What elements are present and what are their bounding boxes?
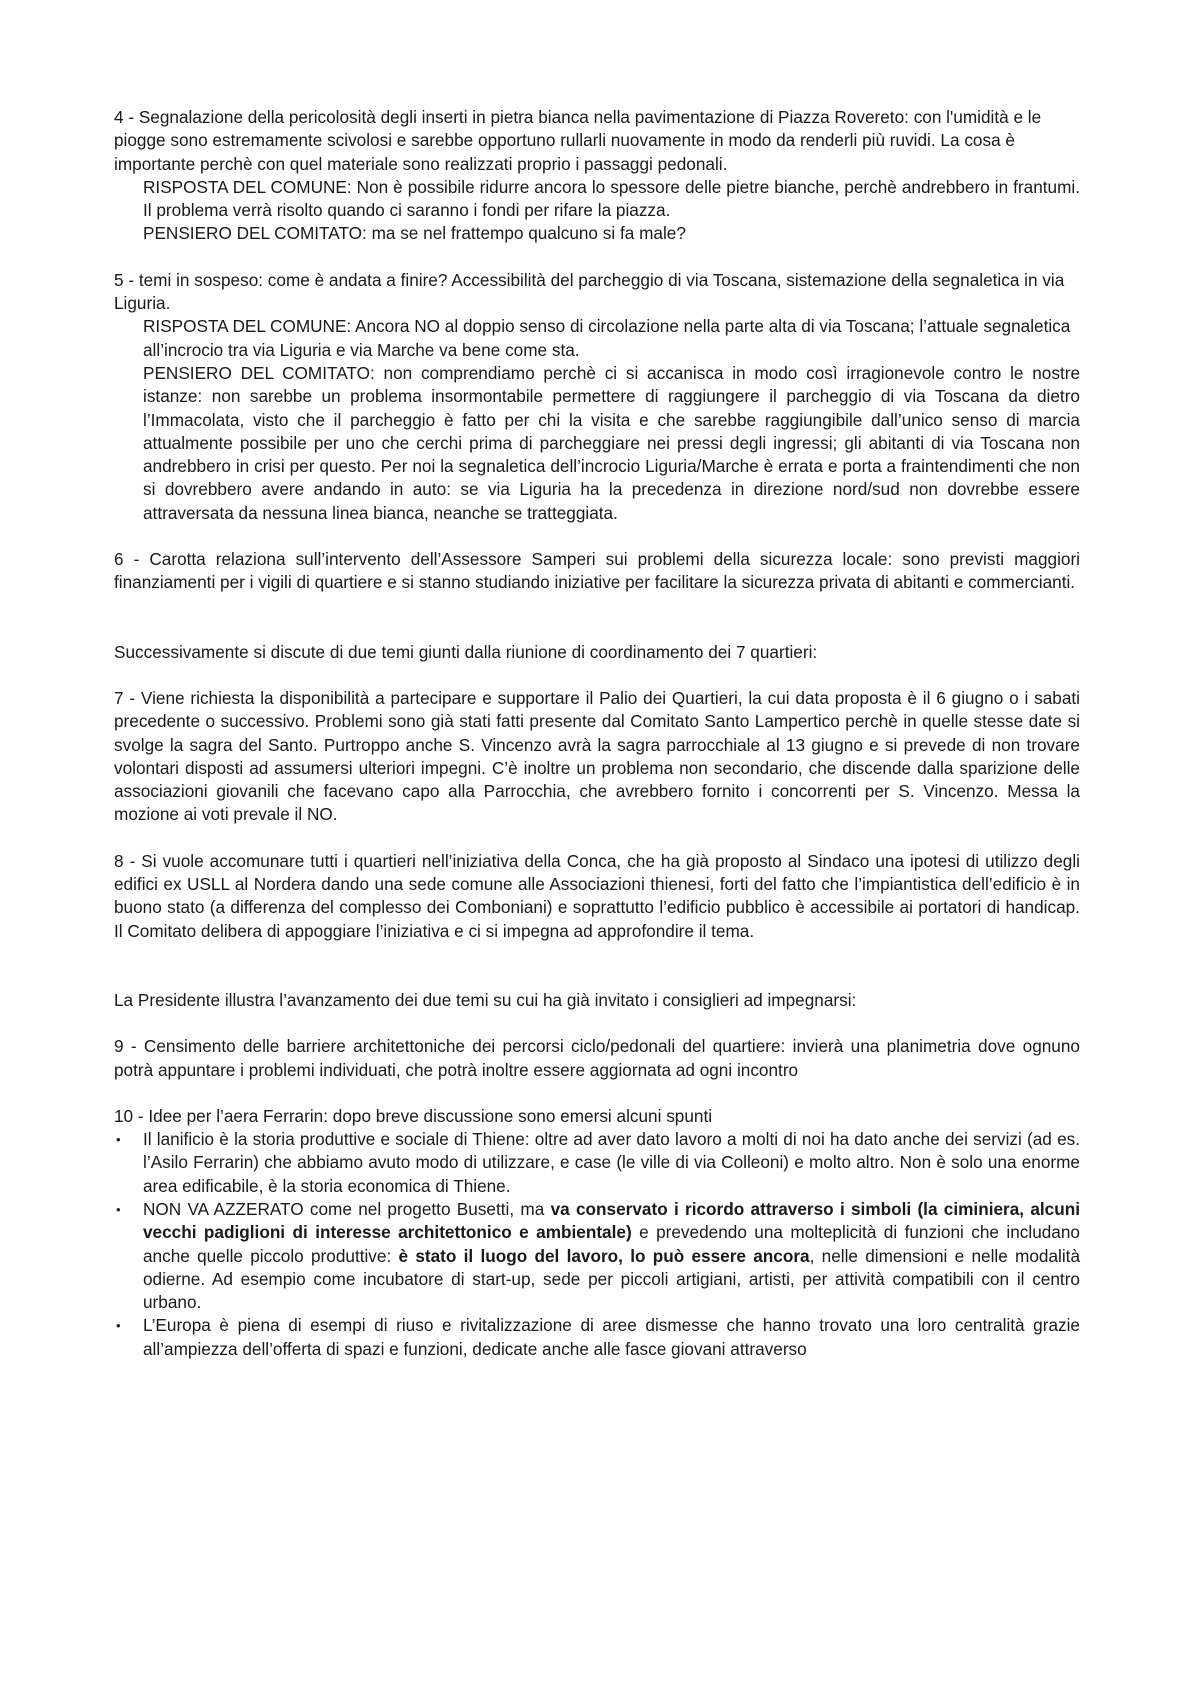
- item-8-text: 8 - Si vuole accomunare tutti i quartieri nell’iniziativa della Conca, che ha già proposto al Sindaco una ipotesi di utilizzo degli edifici ex USLL al Nordera dando una sede comune alle Associazioni thienesi, forti del fatto che l’impiantistica dell’edificio è in buono stato (a differenza del complesso dei Comboniani) e soprattutto l’edificio pubblico è accessibile ai portatori di handicap. Il Comitato delibera di appoggiare l’iniziativa e ci si impegna ad approfondire il tema.: [114, 850, 1080, 941]
- intro-coordinamento: Successivamente si discute di due temi giunti dalla riunione di coordinamento dei 7 quartieri:: [114, 641, 818, 662]
- list-item-text: , nelle dimensioni e nelle modalità odierne. Ad esempio come incubatore di start-up, sede per piccoli artigiani, artisti, per attività compatibili con il centro urbano.: [143, 1245, 1080, 1313]
- list-item-text: L’Europa è piena di esempi di riuso e rivitalizzazione di aree dismesse che hanno trovato una loro centralità grazie all’ampiezza dell’offerta di spazi e funzioni, dedicate anche alle fasce giovani attraverso: [143, 1315, 1080, 1359]
- item-4-risposta: RISPOSTA DEL COMUNE: Non è possibile ridurre ancora lo spessore delle pietre bianche, perchè andrebbero in frantumi. Il problema verrà risolto quando ci saranno i fondi per rifare la piazza.: [143, 176, 1080, 221]
- spacer: [114, 1012, 1080, 1035]
- item-9-text: 9 - Censimento delle barriere architettoniche dei percorsi ciclo/pedonali del quartiere: invierà una planimetria dove ognuno potrà appuntare i problemi individuati, che potrà inoltre essere aggiornata ad ogni incontro: [114, 1036, 1080, 1080]
- spacer: [114, 664, 1080, 687]
- item-5-text: 5 - temi in sospeso: come è andata a finire? Accessibilità del parcheggio di via Toscana, sistemazione della segnaletica in via Liguria.: [114, 269, 1065, 314]
- item-6-text: 6 - Carotta relaziona sull’intervento dell’Assessore Samperi sui problemi della sicurezza locale: sono previsti maggiori finanziamenti per i vigili di quartiere e si stanno studiando iniziative per facilitare la sicurezza privata di abitanti e commercianti.: [114, 549, 1080, 593]
- item-7-text: 7 - Viene richiesta la disponibilità a partecipare e supportare il Palio dei Quartieri, la cui data proposta è il 6 giugno o i sabati precedente o successivo. Problemi sono già stati fatti presente dal Comitato Santo Lampertico perchè in quelle stesse date si svolge la sagra del Santo. Purtroppo anche S. Vincenzo avrà la sagra parrocchiale al 13 giugno e si prevede di non trovare volontari disposti ad assumersi ulteriori impegni. C’è inoltre un problema non secondario, che discende dalla sparizione delle associazioni giovanili che facevano capo alla Parrocchia, che avrebbero fornito i concorrenti per S. Vincenzo. Messa la mozione ai voti prevale il NO.: [114, 687, 1080, 825]
- item-5-pensiero: PENSIERO DEL COMITATO: non comprendiamo perchè ci si accanisca in modo così irragionevole contro le nostre istanze: non sarebbe un problema insormontabile permettere di raggiungere il parcheggio di via Toscana da dietro l’Immacolata, visto che il parcheggio è fatto per chi la visita e che sarebbe raggiungibile dall’unico senso di marcia attualmente possibile per uno che cerchi prima di parcheggiare nei pressi degli ingressi; gli abitanti di via Toscana non andrebbero in crisi per questo. Per noi la segnaletica dell’incrocio Liguria/Marche è errata e porta a fraintendimenti che non si dovrebbero avere andando in auto: se via Liguria ha la precedenza in direzione nord/sud non dovrebbe essere attraversata da nessuna linea bianca, neanche se tratteggiata.: [143, 362, 1080, 523]
- item-4-text: 4 - Segnalazione della pericolosità degli inserti in pietra bianca nella pavimentazione di Piazza Rovereto: con l'umidità e le piogge sono estremamente scivolosi e sarebbe opportuno rullarli nuovamente in modo da renderli più ruvidi. La cosa è importante perchè con quel materiale sono realizzati proprio i passaggi pedonali.: [114, 107, 1042, 174]
- spacer: [114, 827, 1080, 850]
- spacer: [114, 246, 1080, 269]
- list-item: [114, 1128, 1080, 1198]
- bullet-icon: •: [116, 1132, 121, 1148]
- list-item: [114, 1198, 1080, 1314]
- list-item-text: e prevedendo una molteplicità di funzioni che includano anche quelle piccolo produttive:: [143, 1222, 1080, 1266]
- item-4-pensiero: PENSIERO DEL COMITATO: ma se nel frattempo qualcuno si fa male?: [143, 223, 686, 244]
- bullet-icon: •: [116, 1201, 121, 1217]
- list-item: [114, 1314, 1080, 1361]
- item-5-risposta: RISPOSTA DEL COMUNE: Ancora NO al doppio senso di circolazione nella parte alta di via Toscana; l’attuale segnaletica all’incrocio tra via Liguria e via Marche va bene come sta.: [143, 316, 1071, 360]
- list-item-bold-text: va conservato i ricordo attraverso i simboli (la ciminiera, alcuni vecchi padiglioni di interesse architettonico e ambientale): [143, 1198, 1081, 1243]
- spacer: [114, 595, 1080, 641]
- bullet-icon: •: [116, 1318, 121, 1334]
- list-item-text: NON VA AZZERATO come nel progetto Busetti, ma: [143, 1198, 551, 1219]
- list-item-bold-text: è stato il luogo del lavoro, lo può essere ancora: [398, 1245, 810, 1266]
- ferrarin-ideas-list: [114, 1128, 1080, 1361]
- intro-presidente: La Presidente illustra l’avanzamento dei due temi su cui ha già invitato i consiglieri ad impegnarsi:: [114, 989, 857, 1010]
- spacer: [114, 1082, 1080, 1105]
- item-10-text: 10 - Idee per l’aera Ferrarin: dopo breve discussione sono emersi alcuni spunti: [114, 1105, 713, 1126]
- list-item-text: Il lanificio è la storia produttive e sociale di Thiene: oltre ad aver dato lavoro a molti di noi ha dato anche dei servizi (ad es. l’Asilo Ferrarin) che abbiamo avuto modo di utilizzare, e case (le ville di via Colleoni) e molto altro. Non è solo una enorme area edificabile, è la storia economica di Thiene.: [143, 1129, 1080, 1196]
- document-page: [114, 106, 1080, 1361]
- spacer: [114, 943, 1080, 989]
- spacer: [114, 525, 1080, 548]
